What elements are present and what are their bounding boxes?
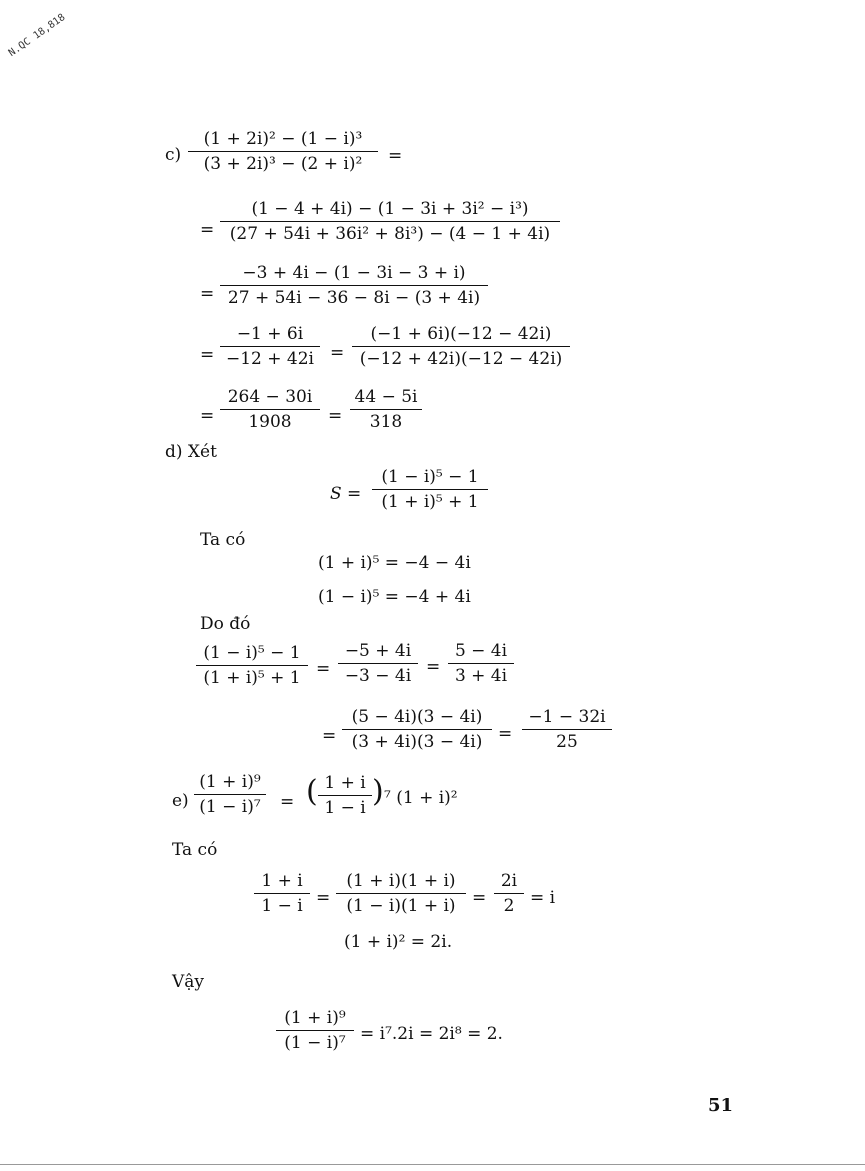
d-fraction-4: $\frac{(5 - 4i)(3 - 4i)}{(3 + 4i)(3 - 4i)}$ xyxy=(342,706,492,753)
ta-co-text: Ta có xyxy=(200,530,246,550)
d-fraction-5: $\frac{-1 - 32i}{25}$ xyxy=(522,706,612,753)
s-label: S = xyxy=(330,484,362,504)
g-fraction-2: $\frac{(1 + i)(1 + i)}{(1 - i)(1 + i)}$ xyxy=(336,870,466,917)
c-fraction-5a: $\frac{264 - 30i}{1908}$ xyxy=(220,386,320,433)
d-fraction-2: $\frac{-5 + 4i}{-3 - 4i}$ xyxy=(338,640,418,687)
c-fraction-4b: $\frac{(-1 + 6i)(-12 - 42i)}{(-12 + 42i)(-12 - 42i)}$ xyxy=(352,323,570,370)
right-paren: ) xyxy=(372,774,384,809)
c-fraction-1: $\frac{\text{(1 + 2i)² − (1 − i)³}}{\text{(3 + 2i)³ − (2 + i)²}}$ xyxy=(188,128,378,175)
ta-co-text: Ta có xyxy=(172,840,218,860)
part-d-label: d) Xét xyxy=(165,442,217,462)
equals-sign: = xyxy=(316,888,331,908)
equals-sign: = xyxy=(316,659,331,679)
e-tail: ⁷ (1 + i)² xyxy=(384,788,458,808)
equals-sign: = xyxy=(472,888,487,908)
equals-sign: = xyxy=(280,792,295,812)
equals-sign: = xyxy=(322,726,337,746)
c-fraction-4a: $\frac{-1 + 6i}{-12 + 42i}$ xyxy=(220,323,320,370)
left-paren: ( xyxy=(306,774,318,809)
equals-sign: = xyxy=(200,284,215,304)
equation-1: (1 + i)⁵ = −4 − 4i xyxy=(318,553,471,573)
bottom-rule xyxy=(0,1164,865,1165)
d-fraction-1: $\frac{\text{(1 − i)⁵ − 1}}{\text{(1 + i)⁵ + 1}}$ xyxy=(196,642,308,689)
h-fraction: $\frac{\text{(1 + i)⁹}}{\text{(1 − i)⁷}}$ xyxy=(276,1007,354,1054)
equals-sign: = xyxy=(330,343,345,363)
d-fraction-3: $\frac{5 - 4i}{3 + 4i}$ xyxy=(448,640,514,687)
h-result: = i⁷.2i = 2i⁸ = 2. xyxy=(360,1024,503,1044)
part-e-label: e) xyxy=(172,791,189,811)
s-fraction: $\frac{\text{(1 − i)⁵ − 1}}{\text{(1 + i)⁵ + 1}}$ xyxy=(372,466,488,513)
equals-sign: = xyxy=(200,220,215,240)
equals-sign: = xyxy=(328,406,343,426)
equals-sign: = xyxy=(200,345,215,365)
vay-text: Vậy xyxy=(172,972,205,992)
c-fraction-2: $\frac{\text{(1 − 4 + 4i) − (1 − 3i + 3i² − i³)}}{\text{(27 + 54i + 36i² + 8i³) − (4 − 1 + 4i)}}$ xyxy=(220,198,560,245)
equals-sign: = xyxy=(200,406,215,426)
page-number: 51 xyxy=(708,1095,734,1116)
do-do-text: Do đó xyxy=(200,614,251,634)
corner-stamp: N.QC 18,818 xyxy=(6,11,68,60)
square-equation: (1 + i)² = 2i. xyxy=(344,932,453,952)
equation-2: (1 − i)⁵ = −4 + 4i xyxy=(318,587,471,607)
equals-sign: = xyxy=(388,146,403,166)
e-fraction-1: $\frac{\text{(1 + i)⁹}}{\text{(1 − i)⁷}}$ xyxy=(194,771,266,818)
part-c-label: c) xyxy=(165,145,182,165)
g-fraction-1: $\frac{1 + i}{1 - i}$ xyxy=(254,870,310,917)
equals-sign: = xyxy=(498,724,513,744)
g-fraction-3: $\frac{2i}{2}$ xyxy=(494,870,524,917)
g-result: = i xyxy=(530,888,556,908)
e-paren-fraction: $\frac{1 + i}{1 - i}$ xyxy=(318,772,372,819)
c-fraction-5b: $\frac{44 - 5i}{318}$ xyxy=(350,386,422,433)
c-fraction-3: $\frac{-3 + 4i - (1 - 3i - 3 + i)}{27 + 54i - 36 - 8i - (3 + 4i)}$ xyxy=(220,262,488,309)
equals-sign: = xyxy=(426,657,441,677)
